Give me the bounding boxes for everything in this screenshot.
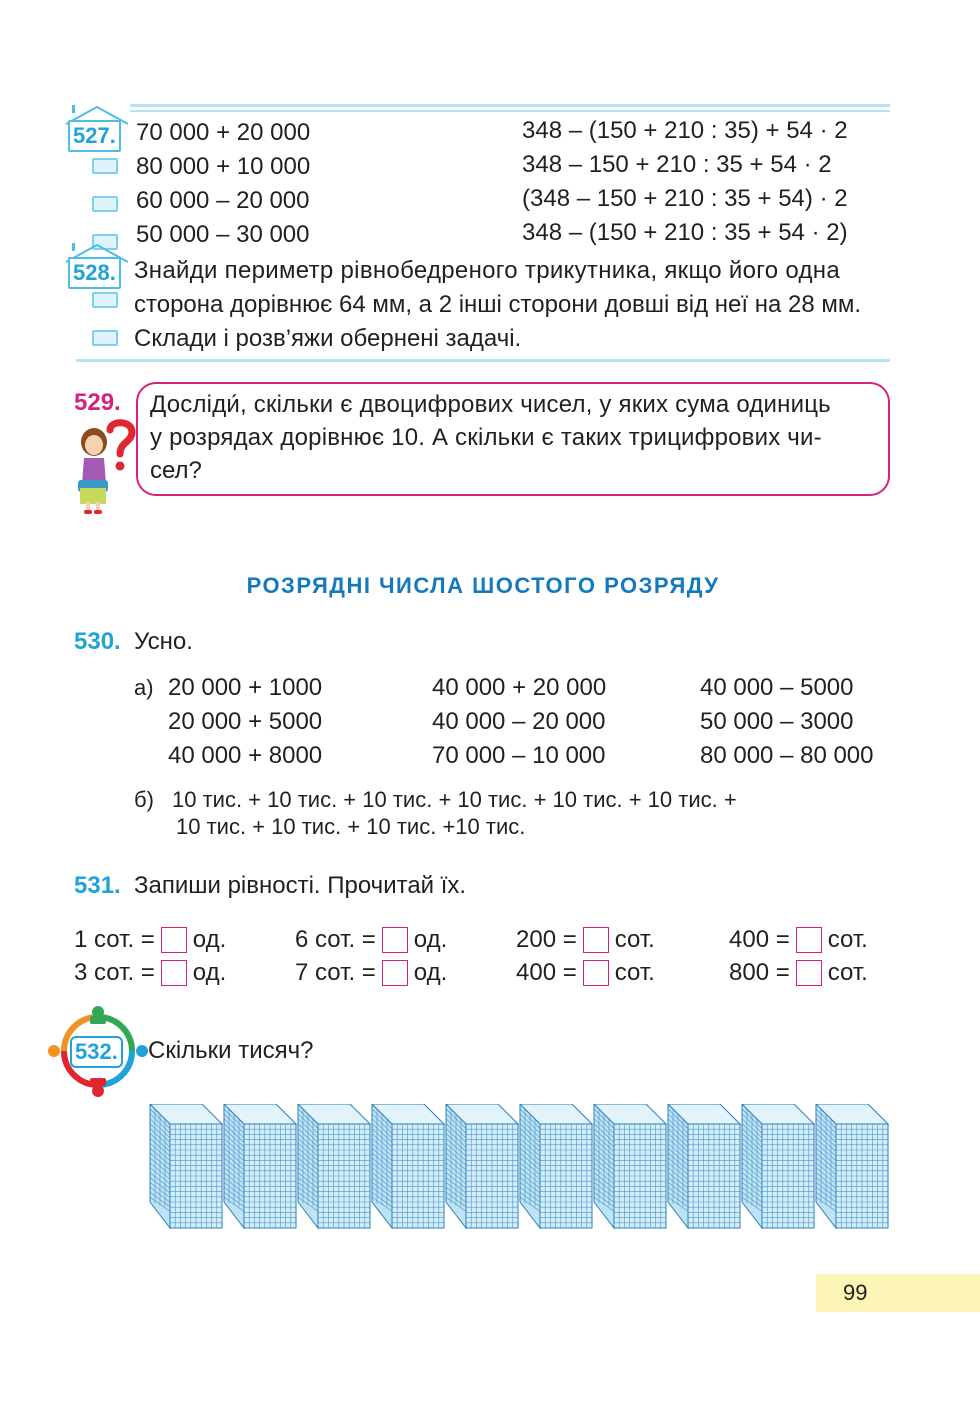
section-title: РОЗРЯДНІ ЧИСЛА ШОСТОГО РОЗРЯДУ — [246, 573, 720, 598]
expr-right-3: (348 – 150 + 210 : 35 + 54) · 2 — [522, 185, 848, 212]
expr-left-3: 60 000 – 20 000 — [136, 187, 310, 214]
equation-5: 3 сот. = од. — [74, 959, 227, 986]
expr-a-1-2: 20 000 + 5000 — [168, 708, 323, 735]
answer-box[interactable] — [583, 960, 609, 986]
answer-box[interactable] — [382, 960, 408, 986]
answer-box[interactable] — [583, 927, 609, 953]
task-line-2: сторона дорівнює 64 мм, а 2 інші сторони довші від неї на 28 мм. — [134, 291, 861, 318]
task-line-1: Досліди́, скільки є двоцифрових чисел, у яких сума одиниць — [150, 391, 831, 418]
thousand-block — [816, 1104, 888, 1228]
exercise-number: 529. — [74, 389, 121, 416]
expr-left-4: 50 000 – 30 000 — [136, 221, 310, 248]
equation-2: 6 сот. = од. — [295, 926, 448, 953]
expr-right-1: 348 – (150 + 210 : 35) + 54 · 2 — [522, 117, 848, 144]
thousand-block — [742, 1104, 814, 1228]
expr-right-4: 348 – (150 + 210 : 35 + 54 · 2) — [522, 219, 848, 246]
expr-a-3-1: 40 000 – 5000 — [700, 674, 854, 701]
expr-a-2-1: 40 000 + 20 000 — [432, 674, 607, 701]
thousand-blocks — [148, 1104, 890, 1236]
expr-a-2-2: 40 000 – 20 000 — [432, 708, 606, 735]
equation-3: 200 = сот. — [516, 926, 655, 953]
exercise-number: 528. — [68, 257, 121, 289]
equation-4: 400 = сот. — [729, 926, 868, 953]
thousand-block — [150, 1104, 222, 1228]
page-number: 99 — [843, 1280, 868, 1305]
exercise-title: Усно. — [134, 628, 193, 655]
part-b-label: б) — [134, 787, 154, 812]
answer-box[interactable] — [382, 927, 408, 953]
expr-a-1-3: 40 000 + 8000 — [168, 742, 323, 769]
answer-box[interactable] — [161, 927, 187, 953]
ladder-decoration — [92, 292, 122, 368]
header-stripe — [130, 104, 890, 107]
expr-a-2-3: 70 000 – 10 000 — [432, 742, 606, 769]
thousand-block — [668, 1104, 740, 1228]
answer-box[interactable] — [161, 960, 187, 986]
girl-question-icon — [72, 418, 136, 516]
equation-7: 400 = сот. — [516, 959, 655, 986]
task-line-1: Знайди периметр рівнобедреного трикутника, якщо його одна — [134, 257, 840, 284]
exercise-number: 532. — [70, 1036, 123, 1068]
thousand-block — [520, 1104, 592, 1228]
thousand-block — [372, 1104, 444, 1228]
expr-a-3-2: 50 000 – 3000 — [700, 708, 854, 735]
equation-6: 7 сот. = од. — [295, 959, 448, 986]
expr-b-line-1: 10 тис. + 10 тис. + 10 тис. + 10 тис. + 10 тис. + 10 тис. + — [172, 787, 737, 812]
expr-right-2: 348 – 150 + 210 : 35 + 54 · 2 — [522, 151, 832, 178]
thousand-block — [224, 1104, 296, 1228]
expr-a-1-1: 20 000 + 1000 — [168, 674, 323, 701]
thousand-block — [446, 1104, 518, 1228]
exercise-title: Запиши рівності. Прочитай їх. — [134, 872, 467, 899]
expr-left-1: 70 000 + 20 000 — [136, 119, 311, 146]
part-a-label: а) — [134, 675, 154, 700]
exercise-number: 530. — [74, 628, 121, 655]
exercise-number: 531. — [74, 872, 121, 899]
exercise-number: 527. — [68, 120, 121, 152]
footer-stripe — [76, 359, 890, 362]
expr-a-3-3: 80 000 – 80 000 — [700, 742, 874, 769]
task-line-3: Склади і розв’яжи обернені задачі. — [134, 325, 522, 352]
expr-left-2: 80 000 + 10 000 — [136, 153, 311, 180]
header-stripe — [130, 110, 890, 112]
answer-box[interactable] — [796, 927, 822, 953]
task-line-2: у розрядах дорівнює 10. А скільки є таких трицифрових чи- — [150, 424, 822, 451]
thousand-block — [298, 1104, 370, 1228]
exercise-title: Скільки тисяч? — [148, 1037, 314, 1064]
equation-8: 800 = сот. — [729, 959, 868, 986]
task-line-3: сел? — [150, 457, 202, 484]
thousand-block — [594, 1104, 666, 1228]
page-number-tab — [816, 1274, 980, 1312]
answer-box[interactable] — [796, 960, 822, 986]
expr-b-line-2: 10 тис. + 10 тис. + 10 тис. +10 тис. — [176, 814, 526, 839]
equation-1: 1 сот. = од. — [74, 926, 227, 953]
